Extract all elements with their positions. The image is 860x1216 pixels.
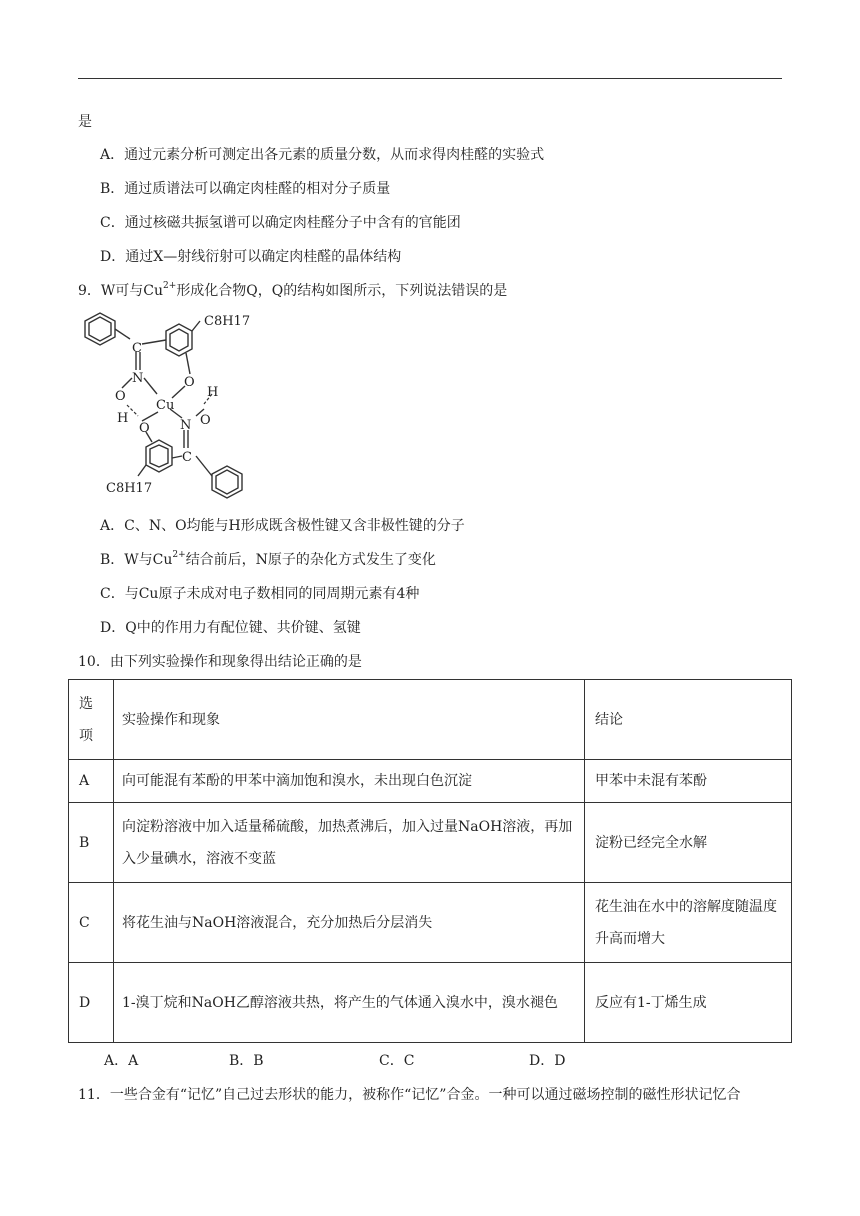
row-a-operation: 向可能混有苯酚的甲苯中滴加饱和溴水，未出现白色沉淀 [114, 760, 585, 803]
carbon-label-top: C [132, 341, 142, 356]
q9-option-d: D．Q中的作用力有配位键、共价键、氢键 [100, 620, 361, 636]
row-b-operation: 向淀粉溶液中加入适量稀硫酸，加热煮沸后，加入过量NaOH溶液，再加入少量碘水，溶液不变蓝 [114, 803, 585, 883]
c8h17-label-bottom: C8H17 [106, 481, 153, 496]
q11-stem: 11．一些合金有“记忆”自己过去形状的能力，被称作“记忆”合金。一种可以通过磁场控制的磁性形状记忆合 [78, 1087, 741, 1103]
row-a-option: A [69, 760, 114, 803]
copper-complex-structure [72, 306, 262, 506]
q8-option-d: D．通过X—射线衍射可以确定肉桂醛的晶体结构 [100, 249, 402, 265]
header-operation-cell: 实验操作和现象 [114, 680, 585, 760]
carbon-label-bottom: C [182, 450, 192, 465]
table-header-row [69, 680, 792, 760]
q8-option-a: A．通过元素分析可测定出各元素的质量分数，从而求得肉桂醛的实验式 [100, 147, 545, 163]
experiment-table [68, 679, 792, 1043]
row-d-operation: 1-溴丁烷和NaOH乙醇溶液共热，将产生的气体通入溴水中，溴水褪色 [114, 963, 585, 1043]
q10-choice-d: D．D [529, 1053, 566, 1069]
q10-choice-b: B．B [229, 1053, 264, 1069]
oxygen-label-left: O [115, 389, 126, 404]
header-conclusion-cell: 结论 [585, 680, 792, 760]
table-row [69, 963, 792, 1043]
row-c-operation: 将花生油与NaOH溶液混合，充分加热后分层消失 [114, 883, 585, 963]
q10-stem: 10．由下列实验操作和现象得出结论正确的是 [78, 654, 362, 670]
table-row [69, 883, 792, 963]
row-c-option: C [69, 883, 114, 963]
c8h17-label-top: C8H17 [204, 314, 251, 329]
row-b-option: B [69, 803, 114, 883]
nitrogen-label-bottom: N [180, 418, 192, 433]
q9-option-a: A．C、N、O均能与H形成既含极性键又含非极性键的分子 [100, 518, 465, 534]
hydrogen-label-right: H [207, 385, 219, 400]
row-b-conclusion: 淀粉已经完全水解 [585, 803, 792, 883]
q9-option-c: C．与Cu原子未成对电子数相同的同周期元素有4种 [100, 586, 420, 602]
row-a-conclusion: 甲苯中未混有苯酚 [585, 760, 792, 803]
oxygen-label-bottom-right: O [200, 413, 211, 428]
q8-option-b: B．通过质谱法可以确定肉桂醛的相对分子质量 [100, 181, 391, 197]
row-d-conclusion: 反应有1-丁烯生成 [585, 963, 792, 1043]
q8-option-c: C．通过核磁共振氢谱可以确定肉桂醛分子中含有的官能团 [100, 215, 461, 231]
row-c-conclusion: 花生油在水中的溶解度随温度升高而增大 [585, 883, 792, 963]
q10-choice-c: C．C [379, 1053, 415, 1069]
q9-option-b: B．W与$Cu^{2+}$结合前后，N原子的杂化方式发生了变化 [100, 550, 436, 568]
table-row [69, 803, 792, 883]
q9-stem: 9．W可与$Cu^{2+}$形成化合物Q，Q的结构如图所示，下列说法错误的是 [78, 281, 508, 299]
oxygen-label-bottom-left: O [139, 421, 150, 436]
nitrogen-label-top: N [132, 371, 144, 386]
q8-tail: 是 [78, 114, 92, 130]
hydrogen-label-left: H [117, 411, 129, 426]
copper-label: Cu [156, 398, 175, 413]
q10-choice-a: A．A [104, 1053, 139, 1069]
row-d-option: D [69, 963, 114, 1043]
oxygen-label-top-right: O [184, 375, 195, 390]
header-rule [78, 78, 782, 79]
table-row [69, 760, 792, 803]
header-option-cell: 选项 [69, 680, 114, 760]
